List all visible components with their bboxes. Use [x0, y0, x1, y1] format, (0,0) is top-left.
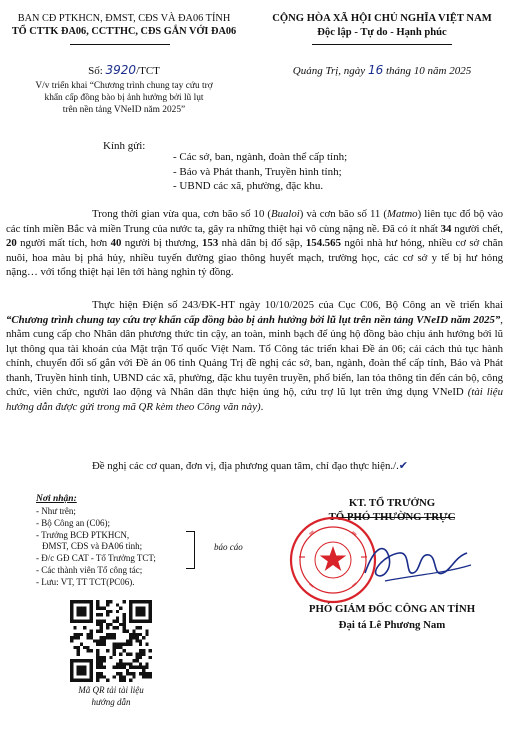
stat-value: 20	[6, 237, 17, 249]
handwritten-signature-icon	[355, 535, 475, 590]
doc-number-suffix: /TCT	[136, 65, 160, 77]
receiver-item: - Trưởng BCĐ PTKHCN,	[36, 529, 130, 540]
agency-underline	[70, 44, 170, 45]
closing-request: Đề nghị các cơ quan, đơn vị, địa phương quan tâm, chỉ đạo thực hiện./.	[92, 460, 399, 472]
receiver-item: - Các thành viên Tổ công tác;	[36, 564, 143, 575]
report-bracket	[186, 531, 195, 569]
text-run: .	[260, 400, 264, 413]
national-header	[260, 12, 504, 39]
text-run: người chết,	[451, 222, 503, 235]
document-subject	[6, 80, 242, 116]
qr-caption-line: Mã QR tải tài liệu	[78, 685, 144, 695]
signer-name: Đại tá Lê Phương Nam	[338, 619, 446, 631]
text-run: ngôi nhà hư hỏng, nhiều cơ sở chăn nuôi, hoa màu bị phá hủy, nhiều tuyến đường giao thông huyết mạch, trường học, các cơ sở y tế bị hư hỏng nặng… với tổng thiệt hại lên tới hàng nghìn tỷ đồng.	[6, 237, 503, 278]
recipient-item: - Các sở, ban, ngành, đoàn thể cấp tỉnh;	[173, 151, 348, 163]
subject-line: V/v triển khai “Chương trình chung tay cứu trợ	[35, 81, 213, 91]
document-number	[6, 63, 242, 77]
receivers-list	[36, 506, 156, 589]
text-run: ) và cơn bão số 11 (	[299, 208, 387, 220]
signature-line-1: KT. TỔ TRƯỞNG	[348, 497, 436, 509]
receiver-item: - Như trên;	[36, 506, 76, 516]
text-run: người bị thương,	[121, 237, 203, 249]
body-paragraph-1	[6, 207, 503, 280]
motto-underline	[312, 44, 452, 45]
place-date	[260, 63, 504, 77]
text-run: , nhằm cung cấp cho Nhân dân phương thức tin cậy, an toàn, minh bạch để ủng hộ đồng bào chịu ảnh hưởng bởi lũ lụt thông qua tài khoản của Mặt trận Tổ quốc Việt Nam. Tổ Công tác triển khai Đề án 06; cải cách thủ tục hành chính, chuyển đổi số gắn với Đề án 06 tỉnh Quảng Trị đề nghị các sở, ban, ngành, đoàn thể cấp tỉnh, Báo và Phát thanh, Truyền hình tỉnh, UBND các xã, phường, đặc khu tuyên truyền, phổ biến, lan tỏa thông tin đến cán bộ, công chức, viên chức, người lao động và Nhân dân thực hiện ủng hộ, cứu trợ lũ lụt trên ứng dụng VNeID	[6, 313, 503, 398]
agency-line-1: BAN CĐ PTKHCN, ĐMST, CĐS VÀ ĐA06 TỈNH	[17, 13, 231, 24]
storm-name: Matmo	[386, 208, 418, 220]
qr-note: (tài liệu hướng dẫn được gửi trong mã QR kèm theo Công văn này)	[6, 386, 503, 413]
program-name: “Chương trình chung tay cứu trợ khẩn cấp đồng bào bị ảnh hưởng bởi lũ lụt trên nền tảng VNeID năm 2025”	[6, 313, 501, 326]
agency-line-2: TỔ CTTK ĐA06, CCTTHC, CĐS GẮN VỚI ĐA06	[11, 26, 237, 37]
qr-caption	[60, 685, 162, 708]
place-date-prefix: Quảng Trị, ngày	[292, 65, 366, 77]
recipient-list	[173, 150, 347, 194]
stat-value: 154.565	[305, 237, 341, 249]
receivers-title: Nơi nhận:	[36, 494, 77, 504]
signature-role: TỔ PHÓ THƯỜNG TRỰC	[328, 510, 456, 523]
body-paragraph-2	[6, 298, 503, 414]
recipient-item: - UBND các xã, phường, đặc khu.	[173, 180, 324, 192]
stat-value: 34	[440, 222, 452, 235]
receiver-item: - Đ/c GĐ CAT - Tổ Trưởng TCT;	[36, 553, 156, 564]
report-note: báo cáo	[214, 542, 243, 552]
subject-line: trên nền tảng VNeID năm 2025”	[62, 105, 186, 115]
text-run: ) liên tục đổ bộ vào các tỉnh miền Bắc và miền Trung của nước ta, gây ra những thiệt hại vô cùng nặng nề. Đã có ít nhất	[6, 208, 504, 235]
initial-mark: ✔	[398, 459, 408, 472]
recipient-item: - Báo và Phát thanh, Truyền hình tỉnh;	[173, 165, 342, 178]
text-run: Thực hiện Điện số 243/ĐK-HT ngày 10/10/2025 của Cục C06, Bộ Công an về triển khai	[92, 299, 503, 311]
text-run: Trong thời gian vừa qua, cơn bão số 10 (	[92, 208, 271, 220]
text-run: nhà dân bị đổ sập,	[218, 237, 306, 249]
qr-caption-line: hướng dẫn	[91, 696, 131, 707]
addressee-label: Kính gửi:	[103, 140, 146, 152]
qr-code-icon[interactable]	[70, 600, 152, 682]
doc-number-prefix: Số:	[88, 65, 103, 77]
place-date-suffix: tháng 10 năm 2025	[385, 65, 472, 77]
receiver-item: ĐMST, CĐS và ĐA06 tỉnh;	[42, 541, 143, 552]
stat-value: 153	[202, 237, 219, 249]
doc-number-handwritten: 3920	[105, 63, 137, 77]
subject-line: khẩn cấp đồng bào bị ảnh hưởng bởi lũ lụt	[44, 93, 204, 103]
receiver-item: - Bộ Công an (C06);	[36, 517, 110, 528]
storm-name: Bualoi	[271, 208, 300, 220]
issuing-agency	[6, 12, 242, 38]
receiver-item: - Lưu: VT, TT TCT(PC06).	[36, 576, 135, 587]
stat-value: 40	[110, 237, 122, 249]
signer-title: PHÓ GIÁM ĐỐC CÔNG AN TỈNH	[308, 603, 476, 615]
nation-name: CỘNG HÒA XÃ HỘI CHỦ NGHĨA VIỆT NAM	[272, 13, 492, 24]
motto: Độc lập - Tự do - Hạnh phúc	[317, 26, 447, 38]
day-handwritten: 16	[367, 63, 384, 77]
body-paragraph-3	[6, 459, 503, 474]
text-run: người mất tích, hơn	[16, 237, 111, 249]
